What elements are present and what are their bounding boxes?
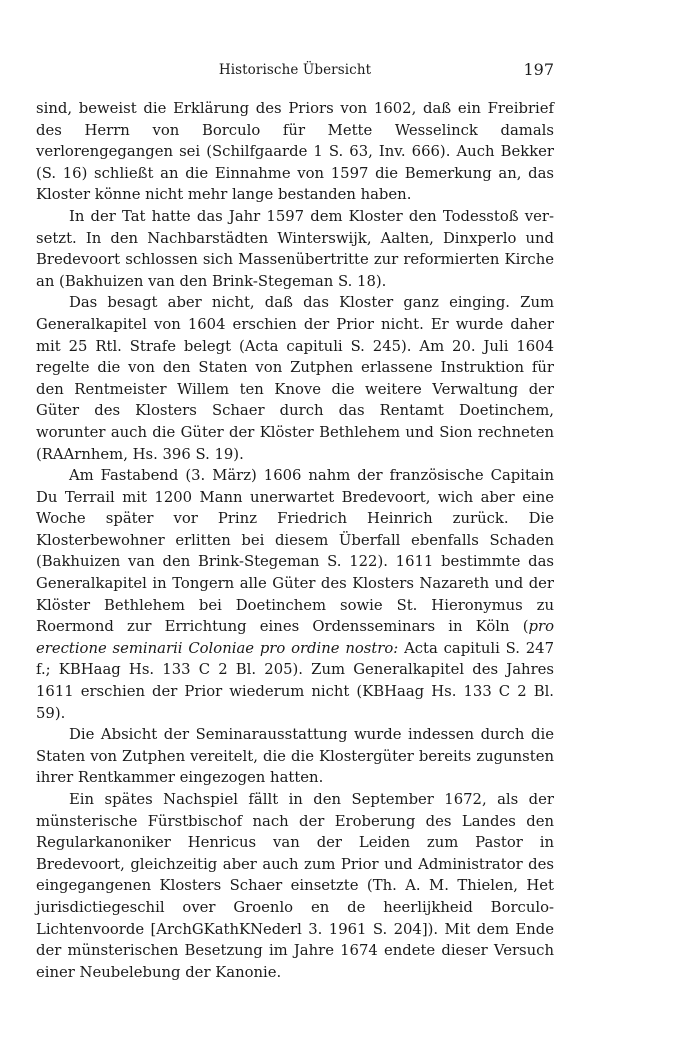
paragraph-text: sind, beweist die Erklärung des Priors von 1602, daß ein Freibrief des Herrn von Borculo für Mette Wesselinck damals verlorengegangen sei (Schilfgaarde 1 S. 63, Inv. 666). Auch Bekker (S. 16) schließt an die Einnahme von 1597 die Bemerkung an, das Kloster könne nicht mehr lange bestanden haben. [36, 100, 554, 204]
paragraph-2 [36, 206, 554, 292]
paragraph-5 [36, 724, 554, 789]
paragraph-1 [36, 98, 554, 206]
body-text [36, 98, 554, 983]
paragraph-text: In der Tat hatte das Jahr 1597 dem Kloster den Todesstoß versetzt. In den Nachbarstädten Winterswijk, Aalten, Dinxperlo und Bredevoort schlossen sich Massenübertritte zur reformierten Kirche an (Bakhuizen van den Brink-Stegeman S. 18). [36, 207, 554, 290]
paragraph-6 [36, 789, 554, 983]
paragraph-4 [36, 465, 554, 724]
paragraph-text: Am Fastabend (3. März) 1606 nahm der französische Capitain Du Terrail mit 1200 Mann unerwartet Bredevoort, wich aber eine Woche später vor Prinz Friedrich Heinrich zurück. Die Klosterbewohner erlitten bei diesem Überfall ebenfalls Schaden (Bakhuizen van den Brink-Stegeman S. 122). 1611 bestimmte das Generalkapitel in Tongern alle Güter des Klosters Nazareth und der Klöster Bethlehem bei Doetinchem sowie St. Hieronymus zu Roermond zur Errichtung eines Ordensseminars in Köln ( [36, 467, 554, 636]
latin-quotation: pro erectione seminarii Coloniae pro ordine nostro: [36, 618, 554, 657]
page-number: 197 [523, 60, 554, 79]
paragraph-text: Das besagt aber nicht, daß das Kloster ganz einging. Zum Generalkapitel von 1604 erschien der Prior nicht. Er wurde daher mit 25 Rtl. Strafe belegt (Acta capituli S. 245). Am 20. Juli 1604 regelte die von den Staten von Zutphen erlassene Instruktion für den Rentmeister Willem ten Knove die weitere Verwaltung der Güter des Klosters Schaer durch das Rentamt Doetinchem, worunter auch die Güter der Klöster Bethlehem und Sion rechneten (RAArnhem, Hs. 396 S. 19). [36, 294, 554, 463]
running-header [36, 62, 554, 84]
paragraph-3 [36, 292, 554, 465]
running-title: Historische Übersicht [218, 62, 372, 78]
paragraph-text: Die Absicht der Seminarausstattung wurde indessen durch die Staten von Zutphen vereitelt, die die Klostergüter bereits zugunsten ihrer Rentkammer eingezogen hatten. [36, 726, 554, 787]
paragraph-text: Acta capituli S. 247 f.; KBHaag Hs. 133 C 2 Bl. 205). Zum Generalkapitel des Jahres 1611 erschien der Prior wiederum nicht (KBHaag Hs. 133 C 2 Bl. 59). [36, 639, 554, 722]
paragraph-text: Ein spätes Nachspiel fällt in den September 1672, als der münsterische Fürstbischof nach der Eroberung des Landes den Regularkanoniker Henricus van der Leiden zum Pastor in Bredevoort, gleichzeitig aber auch zum Prior und Administrator des eingegangenen Klosters Schaer einsetzte (Th. A. M. Thielen, Het jurisdictiegeschil over Groenlo en de heerlijkheid Borculo-Lichtenvoorde [ArchGKathKNederl 3. 1961 S. 204]). Mit dem Ende der münsterischen Besetzung im Jahre 1674 endete dieser Versuch einer Neubelebung der Kanonie. [36, 791, 554, 981]
